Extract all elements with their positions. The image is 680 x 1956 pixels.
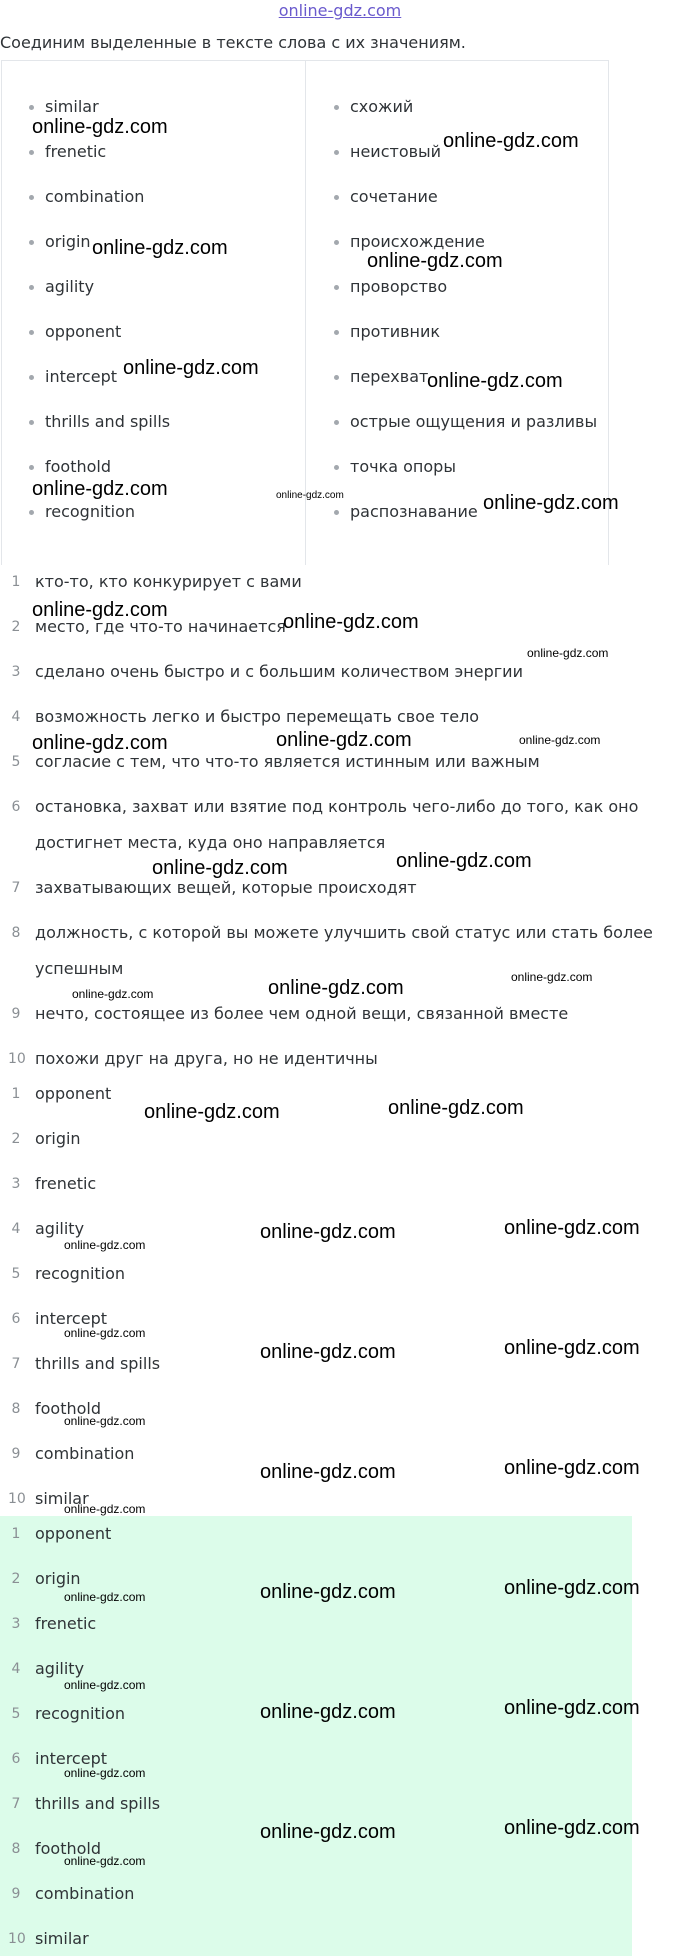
russian-word-label: проворство — [350, 277, 448, 296]
definition-row — [0, 1047, 680, 1071]
english-word-label: recognition — [45, 502, 136, 521]
definition-row — [0, 876, 680, 900]
english-word-label: opponent — [45, 322, 122, 341]
watermark: online-gdz.com — [64, 1766, 146, 1780]
item-number: 10 — [8, 1491, 26, 1507]
intro-text: Соединим выделенные в тексте слова с их значениям. — [0, 33, 466, 52]
bullet-icon — [334, 150, 339, 155]
watermark: online-gdz.com — [260, 1581, 396, 1603]
item-number: 9 — [11, 1446, 21, 1462]
english-word-label: intercept — [45, 367, 117, 386]
watermark: online-gdz.com — [64, 1678, 146, 1692]
russian-word-label: точка опоры — [350, 457, 456, 476]
watermark: online-gdz.com — [504, 1457, 640, 1479]
item-number: 6 — [11, 1311, 21, 1327]
definition-row — [0, 831, 680, 855]
item-number: 6 — [11, 799, 21, 815]
answer-row — [0, 1127, 680, 1151]
english-word — [45, 275, 94, 299]
russian-word-label: сочетание — [350, 187, 438, 206]
russian-word — [350, 185, 438, 209]
watermark: online-gdz.com — [443, 130, 579, 152]
item-text: достигнет места, куда оно направляется — [35, 833, 386, 852]
watermark: online-gdz.com — [268, 977, 404, 999]
item-number: 9 — [11, 1006, 21, 1022]
english-word — [45, 185, 144, 209]
item-text: thrills and spills — [35, 1794, 161, 1813]
russian-word-label: перехват — [350, 367, 429, 386]
english-word-label: similar — [45, 97, 99, 116]
item-number: 8 — [11, 925, 21, 941]
russian-word — [350, 140, 441, 164]
russian-word-label: неистовый — [350, 142, 442, 161]
answer-row — [0, 1262, 680, 1286]
item-text: похожи друг на друга, но не идентичны — [35, 1049, 378, 1068]
definition-row — [0, 795, 680, 819]
watermark: online-gdz.com — [483, 492, 619, 514]
item-number: 4 — [11, 709, 21, 725]
item-text: согласие с тем, что что-то является истинным или важным — [35, 752, 540, 771]
watermark: online-gdz.com — [32, 478, 168, 500]
english-word — [45, 230, 91, 254]
russian-word — [350, 275, 447, 299]
watermark: online-gdz.com — [519, 733, 601, 747]
item-text: combination — [35, 1884, 135, 1903]
site-header-link[interactable]: online-gdz.com — [278, 1, 402, 20]
bullet-icon — [334, 510, 339, 515]
english-word — [45, 455, 111, 479]
watermark: online-gdz.com — [64, 1590, 146, 1604]
watermark: online-gdz.com — [396, 850, 532, 872]
item-number: 10 — [8, 1051, 26, 1067]
bullet-icon — [334, 465, 339, 470]
item-text: остановка, захват или взятие под контроль чего-либо до того, как оно — [35, 797, 639, 816]
bullet-icon — [29, 375, 34, 380]
watermark: online-gdz.com — [260, 1701, 396, 1723]
item-number: 7 — [11, 880, 21, 896]
english-word-label: agility — [45, 277, 95, 296]
item-text: intercept — [35, 1749, 107, 1768]
item-number: 7 — [11, 1356, 21, 1372]
watermark: online-gdz.com — [504, 1337, 640, 1359]
english-word-label: thrills and spills — [45, 412, 171, 431]
answer-row-highlighted — [0, 1792, 680, 1816]
item-text: recognition — [35, 1704, 126, 1723]
item-number: 8 — [11, 1401, 21, 1417]
russian-word — [350, 455, 456, 479]
watermark: online-gdz.com — [504, 1697, 640, 1719]
item-number: 6 — [11, 1751, 21, 1767]
item-number: 10 — [8, 1931, 26, 1947]
item-text: opponent — [35, 1524, 112, 1543]
bullet-icon — [29, 195, 34, 200]
item-text: agility — [35, 1219, 85, 1238]
watermark: online-gdz.com — [152, 857, 288, 879]
item-text: возможность легко и быстро перемещать свое тело — [35, 707, 480, 726]
watermark: online-gdz.com — [92, 237, 228, 259]
bullet-icon — [334, 105, 339, 110]
watermark: online-gdz.com — [72, 987, 154, 1001]
english-word-label: origin — [45, 232, 91, 251]
item-text: intercept — [35, 1309, 107, 1328]
item-number: 1 — [11, 1086, 21, 1102]
answer-row — [0, 1082, 680, 1106]
watermark: online-gdz.com — [32, 732, 168, 754]
watermark: online-gdz.com — [276, 729, 412, 751]
item-text: recognition — [35, 1264, 126, 1283]
russian-word-label: противник — [350, 322, 441, 341]
watermark: online-gdz.com — [260, 1221, 396, 1243]
bullet-icon — [334, 330, 339, 335]
bullet-icon — [334, 240, 339, 245]
english-word — [45, 500, 135, 524]
item-text: успешным — [35, 959, 124, 978]
watermark: online-gdz.com — [504, 1217, 640, 1239]
watermark: online-gdz.com — [283, 611, 419, 633]
item-text: similar — [35, 1929, 89, 1948]
item-number: 4 — [11, 1221, 21, 1237]
answer-row-highlighted — [0, 1927, 680, 1951]
bullet-icon — [29, 240, 34, 245]
item-number: 7 — [11, 1796, 21, 1812]
watermark: online-gdz.com — [388, 1097, 524, 1119]
item-text: foothold — [35, 1399, 102, 1418]
item-text: frenetic — [35, 1614, 97, 1633]
bullet-icon — [334, 195, 339, 200]
item-text: thrills and spills — [35, 1354, 161, 1373]
answer-row — [0, 1172, 680, 1196]
item-text: сделано очень быстро и с большим количеством энергии — [35, 662, 523, 681]
definition-row — [0, 921, 680, 945]
item-number: 1 — [11, 1526, 21, 1542]
watermark: online-gdz.com — [32, 599, 168, 621]
item-number: 3 — [11, 1176, 21, 1192]
bullet-icon — [334, 285, 339, 290]
bullet-icon — [29, 420, 34, 425]
english-word — [45, 320, 121, 344]
watermark: online-gdz.com — [260, 1821, 396, 1843]
item-text: нечто, состоящее из более чем одной вещи, связанной вместе — [35, 1004, 569, 1023]
watermark: online-gdz.com — [144, 1101, 280, 1123]
russian-word-label: острые ощущения и разливы — [350, 412, 598, 431]
russian-word — [350, 95, 413, 119]
item-text: origin — [35, 1569, 81, 1588]
watermark: online-gdz.com — [64, 1502, 146, 1516]
item-text: opponent — [35, 1084, 112, 1103]
watermark: online-gdz.com — [504, 1817, 640, 1839]
bullet-icon — [334, 420, 339, 425]
answer-row-highlighted — [0, 1522, 680, 1546]
item-text: foothold — [35, 1839, 102, 1858]
watermark: online-gdz.com — [260, 1461, 396, 1483]
english-word-label: combination — [45, 187, 145, 206]
item-text: кто-то, кто конкурирует с вами — [35, 572, 302, 591]
english-word — [45, 365, 117, 389]
watermark: online-gdz.com — [367, 250, 503, 272]
russian-word — [350, 410, 597, 434]
item-number: 2 — [11, 1571, 21, 1587]
item-number: 3 — [11, 664, 21, 680]
english-word — [45, 410, 170, 434]
watermark: online-gdz.com — [427, 370, 563, 392]
item-number: 4 — [11, 1661, 21, 1677]
item-text: frenetic — [35, 1174, 97, 1193]
russian-word-label: схожий — [350, 97, 414, 116]
answer-row-highlighted — [0, 1612, 680, 1636]
watermark: online-gdz.com — [64, 1414, 146, 1428]
item-number: 2 — [11, 1131, 21, 1147]
item-text: agility — [35, 1659, 85, 1678]
definition-row — [0, 570, 680, 594]
item-number: 3 — [11, 1616, 21, 1632]
english-word-label: foothold — [45, 457, 112, 476]
item-text: захватывающих вещей, которые происходят — [35, 878, 417, 897]
item-number: 5 — [11, 754, 21, 770]
russian-word — [350, 365, 428, 389]
definition-row — [0, 660, 680, 684]
item-number: 8 — [11, 1841, 21, 1857]
russian-word-label: происхождение — [350, 232, 485, 251]
item-number: 5 — [11, 1266, 21, 1282]
watermark: online-gdz.com — [260, 1341, 396, 1363]
definition-row — [0, 705, 680, 729]
bullet-icon — [29, 330, 34, 335]
bullet-icon — [29, 150, 34, 155]
item-text: origin — [35, 1129, 81, 1148]
watermark: online-gdz.com — [64, 1854, 146, 1868]
watermark: online-gdz.com — [123, 357, 259, 379]
watermark: online-gdz.com — [504, 1577, 640, 1599]
english-word-label: frenetic — [45, 142, 107, 161]
bullet-icon — [29, 465, 34, 470]
item-number: 9 — [11, 1886, 21, 1902]
russian-word-label: распознавание — [350, 502, 478, 521]
item-number: 5 — [11, 1706, 21, 1722]
item-text: similar — [35, 1489, 89, 1508]
item-text: должность, с которой вы можете улучшить свой статус или стать более — [35, 923, 653, 942]
bullet-icon — [29, 285, 34, 290]
watermark: online-gdz.com — [64, 1326, 146, 1340]
bullet-icon — [29, 105, 34, 110]
watermark: online-gdz.com — [64, 1238, 146, 1252]
russian-word — [350, 320, 440, 344]
watermark: online-gdz.com — [276, 490, 344, 501]
item-text: место, где что-то начинается — [35, 617, 286, 636]
item-text: combination — [35, 1444, 135, 1463]
item-number: 2 — [11, 619, 21, 635]
watermark: online-gdz.com — [511, 970, 593, 984]
russian-word — [350, 500, 478, 524]
english-word — [45, 140, 106, 164]
watermark: online-gdz.com — [32, 116, 168, 138]
bullet-icon — [334, 375, 339, 380]
definition-row — [0, 1002, 680, 1026]
bullet-icon — [29, 510, 34, 515]
item-number: 1 — [11, 574, 21, 590]
answer-row-highlighted — [0, 1882, 680, 1906]
watermark: online-gdz.com — [527, 646, 609, 660]
